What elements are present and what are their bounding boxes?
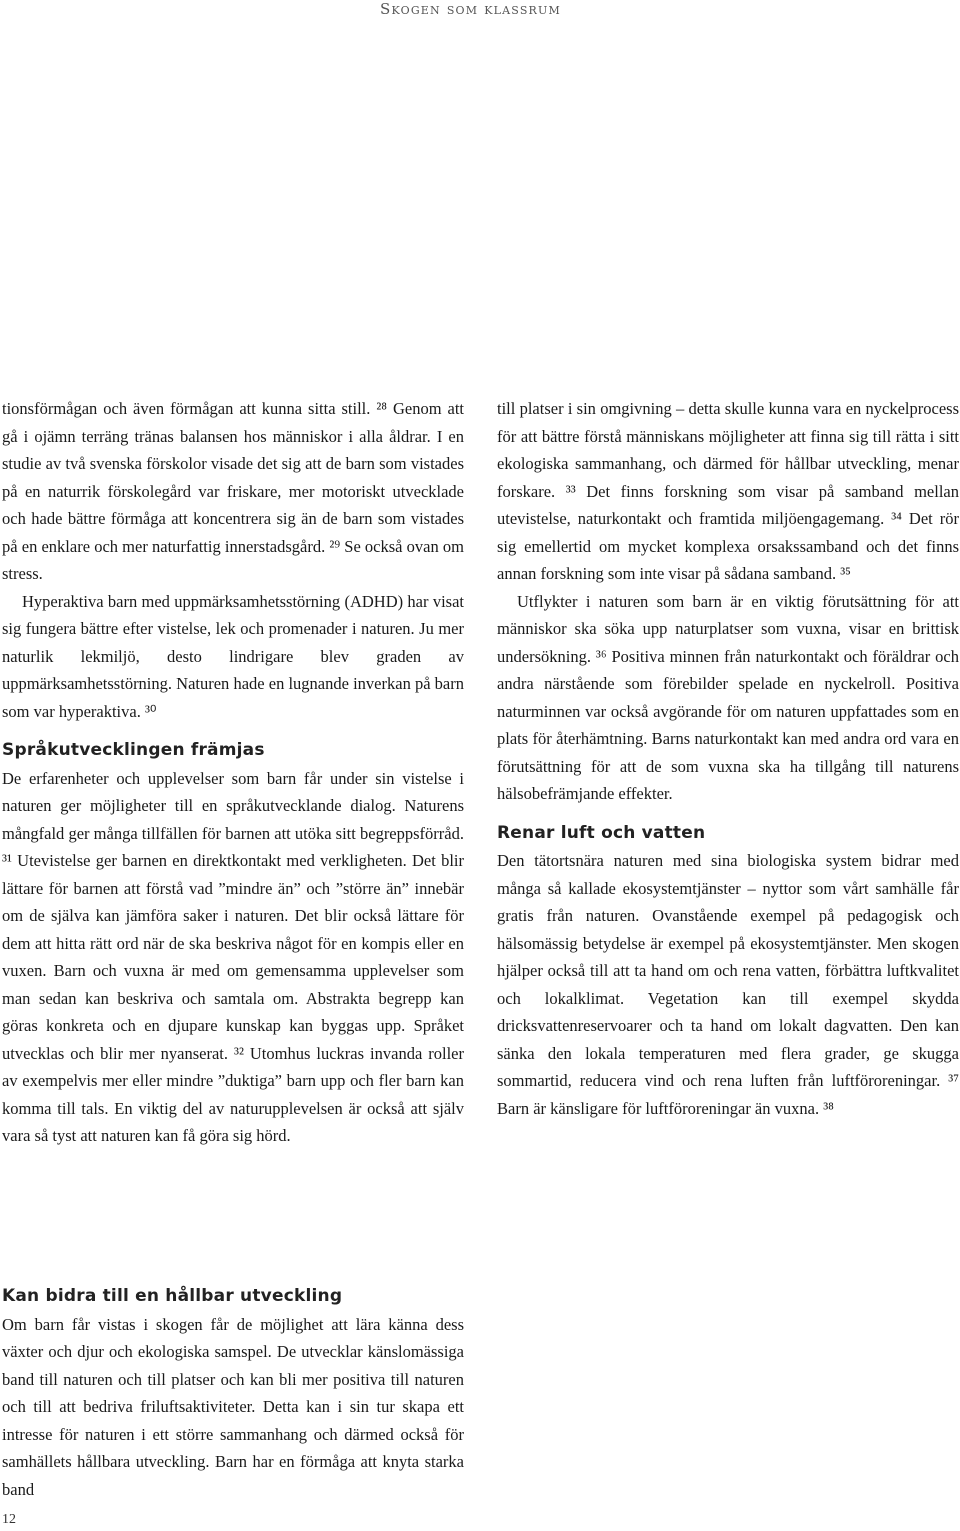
left-paragraph-1: tionsförmågan och även förmågan att kunna sitta still. ²⁸ Genom att gå i ojämn terräng tränas balansen hos människor i alla åldrar. I en studie av två svenska förskolor visade det sig att de barn som vistades på en naturrik förskolegård var friskare, mer motoriskt utvecklade och hade bättre förmåga att koncentrera sig än de barn som vistades på en enklare och mer naturfattig innerstadsgård. ²⁹ Se också ovan om stress. [2, 399, 464, 583]
right-paragraph-1: till platser i sin omgivning – detta skulle kunna vara en nyckelprocess för att bättre förstå människans möjligheter att finna sig till rätta i sitt ekologiska sammanhang, och därmed för hållbar utveckling, menar forskare. ³³ Det finns forskning som visar på samband mellan utevistelse, naturkontakt och framtida miljöengagemang. ³⁴ Det rör sig emellertid om mycket komplexa orsakssamband och det finns annan forskning som inte visar på sådana samband. ³⁵ [497, 399, 959, 583]
left-paragraph-3: De erfarenheter och upplevelser som barn får under sin vistelse i naturen ger möjligheter till en språkutvecklande dialog. Naturens mångfald ger många tillfällen för barnen att utöka sitt begreppsförråd. ³¹ Utevistelse ger barnen en direktkontakt med verkligheten. Det blir lättare för barnen att förstå vad ”mindre än” och ”större än” innebär om de själva kan jämföra saker i naturen. Det blir också lättare för dem att hitta rätt ord när de ska beskriva något för en kompis eller en vuxen. Barn och vuxna är med om gemensamma upplevelser som man sedan kan beskriva och samtala om. Abstrakta begrepp kan göras konkreta och en djupare kunskap kan byggas upp. Språket utvecklas och blir mer nyanserat. ³² Utomhus luckras invanda roller av exempelvis mer eller mindre ”duktiga” barn upp och fler barn kan komma till tals. En viktig del av naturupplevelsen är också att själv vara så tyst att naturen kan få göra sig hörd. [2, 768, 464, 1145]
section-heading-renar-luft: Renar luft och vatten [497, 822, 706, 843]
section-heading-hallbar-utveckling: Kan bidra till en hållbar utveckling [2, 1286, 343, 1306]
left-column [2, 395, 464, 1150]
running-header: Skogen som klassrum [380, 0, 561, 18]
page-number: 12 [2, 1512, 16, 1527]
bottom-column [2, 1283, 464, 1503]
right-column [497, 395, 959, 1122]
right-paragraph-3: Den tätortsnära naturen med sina biologiska system bidrar med många så kallade ekosystemtjänster – nyttor som vårt samhälle får gratis från naturen. Ovanstående exempel på pedagogisk och hälsomässig betydelse är exempel på ekosystemtjänster. Men skogen hjälper också till att ta hand om och rena vatten, förbättra luftkvalitet och lokalklimat. Vegetation kan till exempel skydda dricksvattenreservoarer och ta hand om lokalt dagvatten. Den kan sänka den lokala temperaturen med flera grader, ge skugga sommartid, reducera vind och rena luften från luftföroreningar. ³⁷ Barn är känsligare för luftföroreningar än vuxna. ³⁸ [497, 851, 959, 1118]
bottom-paragraph-1: Om barn får vistas i skogen får de möjlighet att lära känna dess växter och djur och ekologiska samspel. De utvecklar känslomässiga band till naturen och till platser och kan bli mer positiva till naturen och till att bedriva friluftsaktiviteter. Detta kan i sin tur skapa ett intresse för naturen i ett större sammanhang och därmed också för samhällets hållbara utveckling. Barn har en förmåga att knyta starka band [2, 1314, 464, 1499]
right-paragraph-2: Utflykter i naturen som barn är en viktig förutsättning för att människor ska söka upp naturplatser som vuxna, visar en brittisk undersökning. ³⁶ Positiva minnen från naturkontakt och föräldrar och andra närstående som förebilder spelade en nyckelroll. Positiva naturminnen var också avgörande för om naturen uppfattades som en plats för återhämtning. Barns naturkontakt kan med andra ord vara en förutsättning för att de som vuxna ska ha tillgång till naturens hälsobefrämjande effekter. [497, 591, 959, 803]
left-paragraph-2: Hyperaktiva barn med uppmärksamhetsstörning (ADHD) har visat sig fungera bättre efter vistelse, lek och promenader i naturen. Ju mer naturlik lekmiljö, desto lindrigare blev graden av uppmärksamhetsstörning. Naturen hade en lugnande inverkan på barn som var hyperaktiva. ³⁰ [2, 591, 464, 721]
section-heading-sprakutveckling: Språkutvecklingen främjas [2, 740, 265, 760]
